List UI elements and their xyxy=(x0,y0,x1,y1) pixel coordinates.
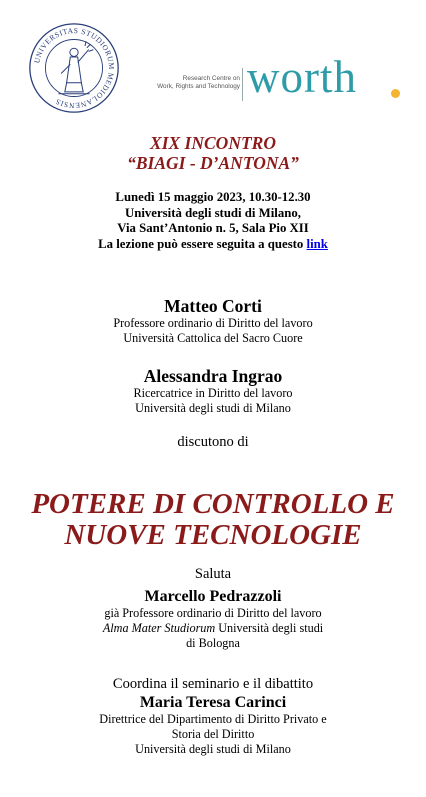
event-date: Lunedì 15 maggio 2023, 10.30-12.30 xyxy=(115,190,311,204)
university-seal-logo xyxy=(28,22,120,114)
moderator-role-1: Direttrice del Dipartimento di Diritto Privato e xyxy=(99,712,327,726)
streaming-link[interactable]: link xyxy=(306,236,328,251)
speaker-1-role: Professore ordinario di Diritto del lavoro xyxy=(113,316,313,330)
speaker-2-name: Alessandra Ingrao xyxy=(143,366,283,386)
greeting-label: Saluta xyxy=(194,566,232,582)
streaming-line xyxy=(0,237,426,253)
topic-line-2: NUOVE TECNOLOGIE xyxy=(64,519,362,551)
moderator-section xyxy=(0,675,426,757)
speaker-1 xyxy=(0,296,426,346)
discussion-label: discutono di xyxy=(177,434,249,450)
moderator-affiliation: Università degli studi di Milano xyxy=(135,742,291,756)
research-centre-caption xyxy=(133,75,240,91)
research-centre-line-1: Research Centre on xyxy=(182,75,240,82)
svg-text:UNIVERSITAS STUDIORUM MEDIOLAN: UNIVERSITAS STUDIORUM MEDIOLANENSIS xyxy=(32,25,117,111)
topic-line-1: POTERE DI CONTROLLO E xyxy=(31,488,395,520)
speaker-1-affiliation: Università Cattolica del Sacro Cuore xyxy=(123,331,303,345)
event-venue-2: Via Sant’Antonio n. 5, Sala Pio XII xyxy=(117,221,309,235)
greeting-name: Marcello Pedrazzoli xyxy=(144,588,282,605)
moderator-role-2: Storia del Diritto xyxy=(171,727,255,741)
speaker-2 xyxy=(0,366,426,416)
greeting-role: già Professore ordinario di Diritto del lavoro xyxy=(104,606,322,620)
greeting-affiliation-city: di Bologna xyxy=(186,636,240,650)
greeting-section xyxy=(0,565,426,651)
event-title xyxy=(0,133,426,173)
event-venue-1: Università degli studi di Milano, xyxy=(125,205,301,220)
greeting-affiliation-italic: Alma Mater Studiorum xyxy=(102,621,216,635)
streaming-text: La lezione può essere seguita a questo xyxy=(98,236,304,251)
speaker-2-affiliation: Università degli studi di Milano xyxy=(135,401,291,415)
research-centre-line-2: Work, Rights and Technology xyxy=(157,83,240,90)
event-title-line-1: XIX INCONTRO xyxy=(150,133,276,153)
speaker-2-role: Ricercatrice in Diritto del lavoro xyxy=(133,386,293,400)
speaker-1-name: Matteo Corti xyxy=(164,296,262,316)
greeting-affiliation xyxy=(0,621,426,636)
worth-logo-dot xyxy=(391,89,400,98)
header xyxy=(0,0,426,125)
event-info xyxy=(0,190,426,252)
topic-title xyxy=(0,489,426,551)
moderator-label: Coordina il seminario e il dibattito xyxy=(112,676,314,692)
worth-logo: worth xyxy=(247,52,357,102)
event-title-line-2: “BIAGI - D’ANTONA” xyxy=(127,153,299,173)
moderator-name: Maria Teresa Carinci xyxy=(139,694,287,711)
greeting-affiliation-rest: Università degli studi xyxy=(218,621,324,635)
logo-divider xyxy=(242,68,243,101)
